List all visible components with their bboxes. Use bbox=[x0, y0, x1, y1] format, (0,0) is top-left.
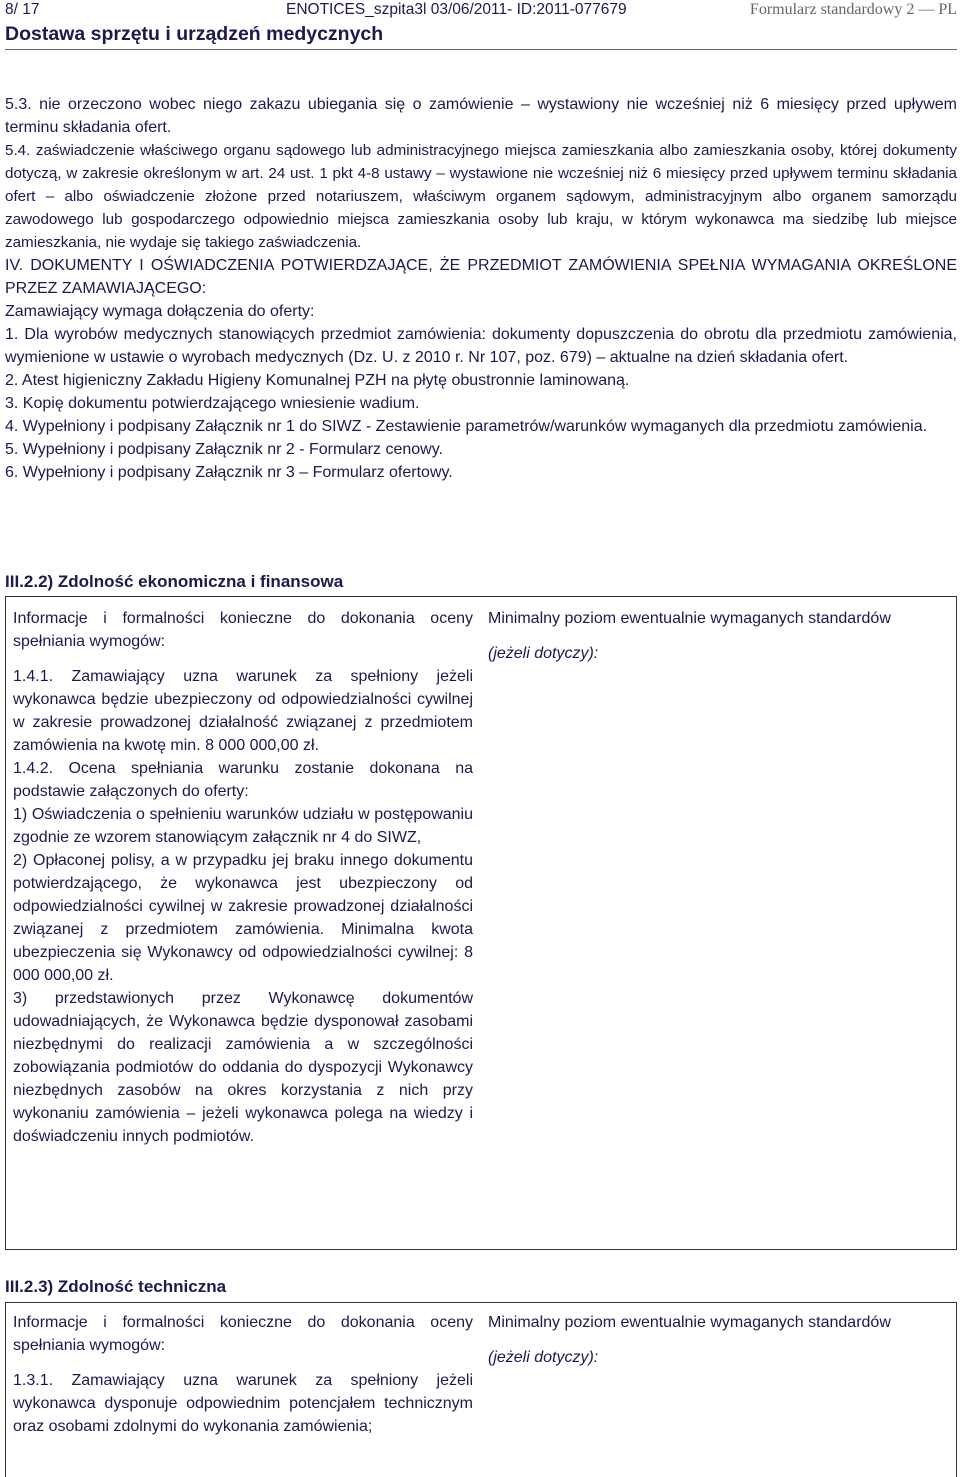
section-iv-heading: IV. DOKUMENTY I OŚWIADCZENIA POTWIERDZAJĄCE, ŻE PRZEDMIOT ZAMÓWIENIA SPEŁNIA WYMAGANIA OKREŚLONE PRZEZ ZAMAWIAJĄCEGO: bbox=[5, 257, 957, 297]
section-3-2-3-right-column bbox=[488, 1311, 928, 1369]
section-3-2-3-box bbox=[5, 1302, 957, 1477]
list-item-6: 6. Wypełniony i podpisany Załącznik nr 3 – Formularz ofertowy. bbox=[5, 464, 453, 481]
right-note: (jeżeli dotyczy): bbox=[488, 645, 599, 662]
left-heading: Informacje i formalności konieczne do dokonania oceny spełniania wymogów: bbox=[13, 610, 473, 650]
section-3-2-2-box bbox=[5, 596, 957, 1250]
list-item-4: 4. Wypełniony i podpisany Załącznik nr 1 do SIWZ - Zestawienie parametrów/warunków wymaganych dla przedmiotu zamówienia. bbox=[5, 418, 928, 435]
document-title: Dostawa sprzętu i urządzeń medycznych bbox=[5, 23, 384, 45]
right-note: (jeżeli dotyczy): bbox=[488, 1349, 599, 1366]
page-header bbox=[5, 0, 957, 20]
paragraph-5-4: 5.4. zaświadczenie właściwego organu sądowego lub administracyjnego miejsca zamieszkania albo zamieszkania osoby, której dokumenty dotyczą, w zakresie określonym w art. 24 ust. 1 pkt 4-8 ustawy – wystawione nie wcześniej niż 6 miesięcy przed upływem terminu składania ofert – albo oświadczenie złożone przed notariuszem, właściwym organem sądowym, administracyjnym albo organem samorządu zawodowego lub gospodarczego odpowiednio miejsca zamieszkania osoby lub kraju, w którym wykonawca ma siedzibę lub miejsce zamieszkania, nie wydaje się takiego zaświadczenia. bbox=[5, 142, 957, 251]
section-3-2-3-title: III.2.3) Zdolność techniczna bbox=[5, 1277, 227, 1296]
right-heading: Minimalny poziom ewentualnie wymaganych standardów bbox=[488, 1314, 891, 1331]
header-divider bbox=[5, 49, 957, 50]
condition-item-1: 1) Oświadczenia o spełnieniu warunków udziału w postępowaniu zgodnie ze wzorem stanowiącym załącznik nr 4 do SIWZ, bbox=[13, 806, 473, 846]
body-text bbox=[5, 93, 957, 484]
section-3-2-2-title: III.2.2) Zdolność ekonomiczna i finansowa bbox=[5, 572, 344, 591]
list-item-2: 2. Atest higieniczny Zakładu Higieny Komunalnej PZH na płytę obustronnie laminowaną. bbox=[5, 372, 630, 389]
condition-1-4-1: 1.4.1. Zamawiający uzna warunek za spełniony jeżeli wykonawca będzie ubezpieczony od odpowiedzialności cywilnej w zakresie prowadzonej działalność związanej z przedmiotem zamówienia na kwotę min. 8 000 000,00 zł. bbox=[13, 668, 473, 754]
paragraph-5-3: 5.3. nie orzeczono wobec niego zakazu ubiegania się o zamówienie – wystawiony nie wcześniej niż 6 miesięcy przed upływem terminu składania ofert. bbox=[5, 96, 957, 136]
list-item-5: 5. Wypełniony i podpisany Załącznik nr 2 - Formularz cenowy. bbox=[5, 441, 443, 458]
section-3-2-2-left-column bbox=[13, 607, 473, 1148]
list-item-3: 3. Kopię dokumentu potwierdzającego wniesienie wadium. bbox=[5, 395, 420, 412]
section-3-2-2-right-column bbox=[488, 607, 928, 665]
condition-1-4-2: 1.4.2. Ocena spełniania warunku zostanie dokonana na podstawie załączonych do oferty: bbox=[13, 760, 473, 800]
condition-1-3-1: 1.3.1. Zamawiający uzna warunek za spełniony jeżeli wykonawca dysponuje odpowiednim potencjałem technicznym oraz osobami zdolnymi do wykonania zamówienia; bbox=[13, 1372, 473, 1435]
left-heading: Informacje i formalności konieczne do dokonania oceny spełniania wymogów: bbox=[13, 1314, 473, 1354]
condition-item-2: 2) Opłaconej polisy, a w przypadku jej braku innego dokumentu potwierdzającego, że wykonawca jest ubezpieczony od odpowiedzialności cywilnej w zakresie prowadzonej działalności związanej z przedmiotem zamówienia. Minimalna kwota ubezpieczenia się Wykonawcy od odpowiedzialności cywilnej: 8 000 000,00 zł. bbox=[13, 852, 473, 984]
document-id: ENOTICES_szpita3l 03/06/2011- ID:2011-077679 bbox=[286, 1, 627, 18]
requirement-intro: Zamawiający wymaga dołączenia do oferty: bbox=[5, 303, 315, 320]
section-3-2-3-left-column bbox=[13, 1311, 473, 1438]
form-name: Formularz standardowy 2 — PL bbox=[749, 1, 957, 18]
list-item-1: 1. Dla wyrobów medycznych stanowiących przedmiot zamówienia: dokumenty dopuszczenia do obrotu dla przedmiotu zamówienia, wymienione w ustawie o wyrobach medycznych (Dz. U. z 2010 r. Nr 107, poz. 679) – aktualne na dzień składania ofert. bbox=[5, 326, 957, 366]
page-number: 8/ 17 bbox=[5, 1, 40, 18]
condition-item-3: 3) przedstawionych przez Wykonawcę dokumentów udowadniających, że Wykonawca będzie dysponował zasobami niezbędnymi do realizacji zamówienia a w szczególności zobowiązania podmiotów do oddania do dyspozycji Wykonawcy niezbędnych zasobów na okres korzystania z nich przy wykonaniu zamówienia – jeżeli wykonawca polega na wiedzy i doświadczeniu innych podmiotów. bbox=[13, 990, 473, 1145]
right-heading: Minimalny poziom ewentualnie wymaganych standardów bbox=[488, 610, 891, 627]
